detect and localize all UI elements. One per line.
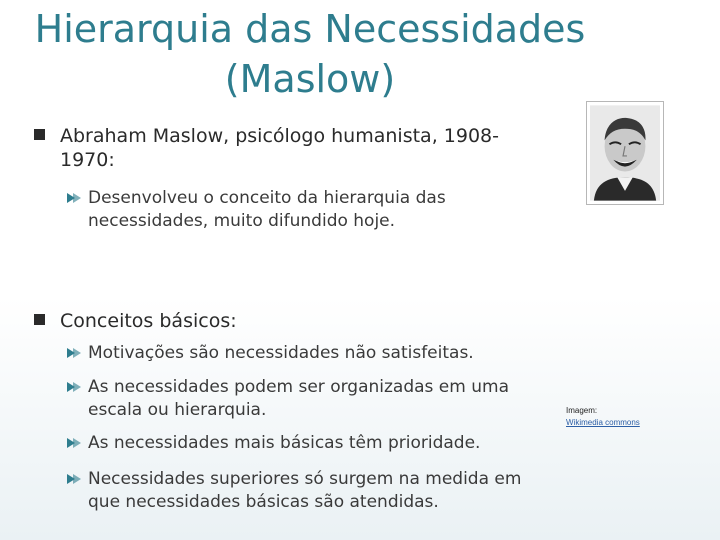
bullet-basic-concepts <box>60 309 237 333</box>
sub-bullet-line-2: escala ou hierarquia. <box>88 400 267 420</box>
sub-bullet-line-1: Necessidades superiores só surgem na medida em <box>88 469 522 489</box>
bullet-text-line-1: Conceitos básicos: <box>60 310 237 332</box>
sub-bullet-line-1: As necessidades podem ser organizadas em uma <box>88 377 509 397</box>
sub-bullet-line-1: As necessidades mais básicas têm prioridade. <box>88 433 481 453</box>
arrow-bullet-icon <box>66 379 84 395</box>
bullet-text-line-2: 1970: <box>60 149 115 171</box>
sub-bullet-line-1: Motivações são necessidades não satisfeitas. <box>88 343 474 363</box>
bullet-maslow <box>60 124 499 172</box>
square-bullet-icon <box>34 314 45 325</box>
credit-label: Imagem: <box>566 406 598 415</box>
wikimedia-link[interactable]: Wikimedia commons <box>566 418 640 427</box>
sub-bullet-superior-needs <box>88 468 521 514</box>
sub-bullet-line-1: Desenvolveu o conceito da hierarquia das <box>88 188 446 208</box>
image-credit <box>566 405 640 429</box>
sub-bullet-concept <box>88 187 446 233</box>
sub-bullet-line-2: que necessidades básicas são atendidas. <box>88 492 439 512</box>
arrow-bullet-icon <box>66 345 84 361</box>
arrow-bullet-icon <box>66 471 84 487</box>
sub-bullet-motivations <box>88 342 474 365</box>
arrow-bullet-icon <box>66 190 84 206</box>
bullet-text-line-1: Abraham Maslow, psicólogo humanista, 1908- <box>60 125 499 147</box>
square-bullet-icon <box>34 129 45 140</box>
sub-bullet-priority <box>88 432 480 455</box>
title-line-1: Hierarquia das Necessidades <box>34 7 586 51</box>
title-line-2: (Maslow) <box>224 57 396 101</box>
sub-bullet-line-2: necessidades, muito difundido hoje. <box>88 211 396 231</box>
maslow-portrait <box>586 101 664 205</box>
arrow-bullet-icon <box>66 435 84 451</box>
portrait-photo-icon <box>590 105 660 201</box>
sub-bullet-hierarchy <box>88 376 509 422</box>
slide-title <box>30 4 590 104</box>
